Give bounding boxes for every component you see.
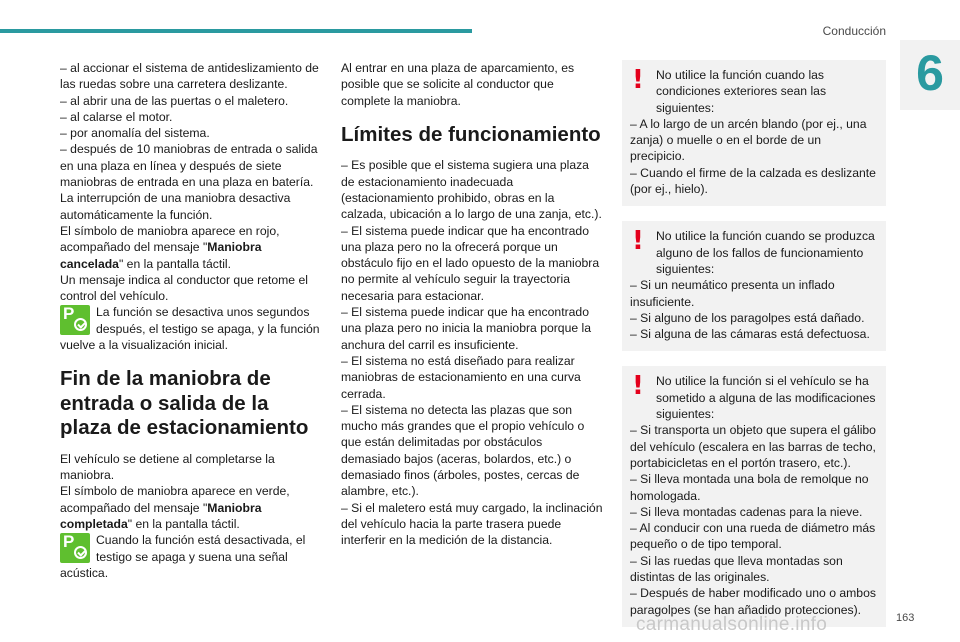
column-2 bbox=[341, 60, 603, 549]
chapter-tab bbox=[900, 40, 960, 110]
list-item: – al calarse el motor. bbox=[60, 109, 173, 124]
list-item: – Si alguna de las cámaras está defectuosa. bbox=[630, 327, 870, 342]
warning-exclamation-icon: ! bbox=[632, 371, 644, 402]
message-label: Maniobra cancelada bbox=[60, 240, 262, 271]
warning-exclamation-icon: ! bbox=[632, 226, 644, 257]
paragraph: Al entrar en una plaza de aparcamiento, es posible que se solicite al conductor que complete la maniobra. bbox=[341, 61, 575, 108]
top-accent-bar bbox=[0, 29, 472, 33]
paragraph: Un mensaje indica al conductor que retome el control del vehículo. bbox=[60, 272, 308, 304]
list-item: – después de 10 maniobras de entrada o salida en una plaza en línea y después de siete maniobras de entrada en una plaza en batería. bbox=[60, 142, 318, 190]
warning-lead: No utilice la función cuando se produzca alguno de los fallos de funcionamiento siguientes: bbox=[656, 229, 875, 276]
paragraph: El símbolo de maniobra aparece en rojo, acompañado del mensaje "Maniobra cancelada" en la pantalla táctil. bbox=[60, 223, 280, 271]
park-assist-icon: P bbox=[60, 305, 90, 335]
chapter-name: Conducción bbox=[822, 24, 886, 38]
list-item: – A lo largo de un arcén blando (por ej., una zanja) o muelle o en el borde de un precipicio. bbox=[630, 116, 867, 164]
list-item: – Al conducir con una rueda de diámetro más pequeño o de tipo temporal. bbox=[630, 521, 876, 552]
page-number: 163 bbox=[896, 612, 915, 624]
list-item: – El sistema no está diseñado para realizar maniobras de estacionamiento en una curva cerrada. bbox=[341, 353, 581, 401]
list-item: – Si el maletero está muy cargado, la inclinación del vehículo hacia la parte trasera puede interferir en la medición de la distancia. bbox=[341, 500, 603, 548]
column-1 bbox=[60, 60, 324, 581]
list-item: – Si lleva montada una bola de remolque no homologada. bbox=[630, 472, 869, 503]
list-item: – Si alguno de los paragolpes está dañado. bbox=[630, 310, 865, 325]
warning-exclamation-icon: ! bbox=[632, 65, 644, 95]
list-item: – El sistema puede indicar que ha encontrado una plaza pero no la ofrecerá porque un obstáculo fijo en el lado opuesto de la maniobra no permite al vehículo seguir la trayectoria necesaria para estacionar. bbox=[341, 223, 600, 303]
warning-lead: No utilice la función cuando las condiciones exteriores sean las siguientes: bbox=[656, 68, 827, 115]
list-item: – El sistema no detecta las plazas que son mucho más grandes que el propio vehículo o que están delimitadas por obstáculos demasiado bajos (aceras, bolardos, etc.) o demasiado finos (árboles, postes, cercas de alambre, etc.). bbox=[341, 402, 585, 499]
warning-box bbox=[622, 60, 886, 206]
watermark: carmanualsonline.info bbox=[636, 614, 828, 635]
icon-paragraph: P Cuando la función está desactivada, el testigo se apaga y suena una señal acústica. bbox=[60, 532, 306, 580]
paragraph: El vehículo se detiene al completarse la maniobra. bbox=[60, 451, 275, 483]
list-item: – al accionar el sistema de antideslizamiento de las ruedas sobre una carretera deslizante. bbox=[60, 61, 319, 92]
list-item: – Es posible que el sistema sugiera una plaza de estacionamiento inadecuada (estacionamiento prohibido, obras en la calzada, ubicación a lo largo de una zanja, etc.). bbox=[341, 158, 602, 222]
list-item: – Cuando el firme de la calzada es deslizante (por ej., hielo). bbox=[630, 165, 876, 197]
message-label: Maniobra completada bbox=[60, 500, 262, 532]
paragraph: La interrupción de una maniobra desactiva automáticamente la función. bbox=[60, 191, 291, 222]
section-heading: Fin de la maniobra de entrada o salida de la plaza de estacionamiento bbox=[60, 367, 309, 440]
list-item: – por anomalía del sistema. bbox=[60, 126, 210, 141]
paragraph: El símbolo de maniobra aparece en verde, acompañado del mensaje "Maniobra completada" en la pantalla táctil. bbox=[60, 484, 290, 532]
icon-paragraph: P La función se desactiva unos segundos después, el testigo se apaga, y la función vuelve a la visualización inicial. bbox=[60, 304, 320, 353]
chapter-number: 6 bbox=[916, 45, 944, 101]
warning-lead: No utilice la función si el vehículo se ha sometido a alguna de las modificaciones siguientes: bbox=[656, 374, 876, 422]
list-item: – Si un neumático presenta un inflado insuficiente. bbox=[630, 278, 835, 309]
list-item: – Si lleva montadas cadenas para la nieve. bbox=[630, 504, 863, 519]
list-item: – Si transporta un objeto que supera el gálibo del vehículo (escalera en las barras de techo, portabicicletas en el portón trasero, etc.). bbox=[630, 423, 876, 470]
list-item: – El sistema puede indicar que ha encontrado una plaza pero no inicia la maniobra porque la anchura del carril es insuficiente. bbox=[341, 305, 592, 352]
list-item: – Si las ruedas que lleva montadas son distintas de las originales. bbox=[630, 553, 843, 585]
park-assist-icon: P bbox=[60, 533, 90, 563]
list-item: – al abrir una de las puertas o el maletero. bbox=[60, 93, 289, 108]
list-item: – Después de haber modificado uno o ambos paragolpes (se han añadido protecciones). bbox=[630, 586, 876, 617]
section-heading: Límites de funcionamiento bbox=[341, 122, 601, 146]
column-3 bbox=[622, 60, 886, 642]
warning-box bbox=[622, 221, 886, 351]
warning-box bbox=[622, 366, 886, 626]
